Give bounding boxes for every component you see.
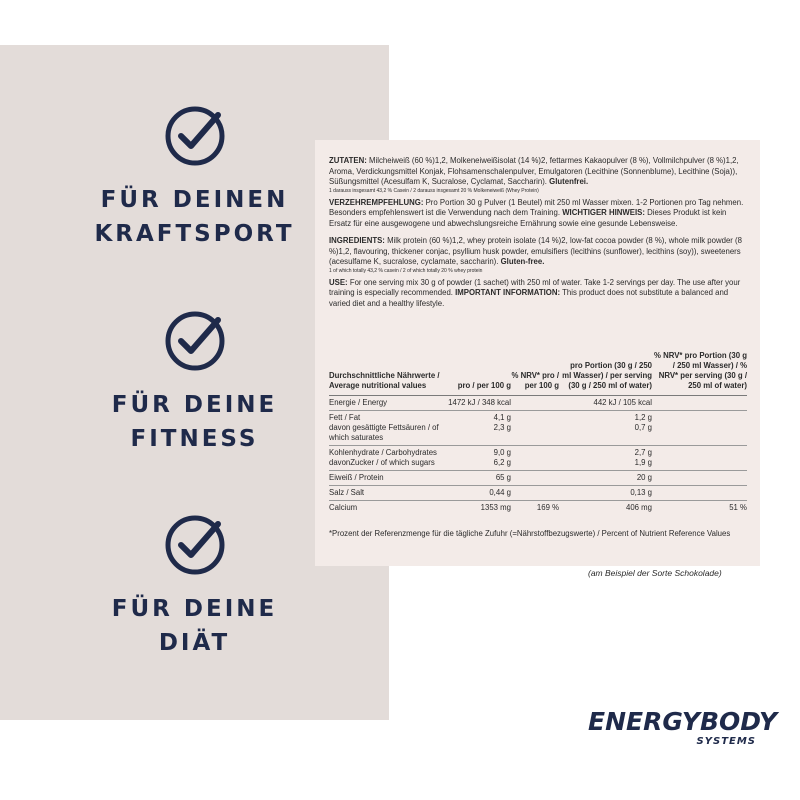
zutaten-text: Milcheiweiß (60 %)1,2, Molkeneiweißisolat (14 %)2, fettarmes Kakaopulver (8 %), Vollmilchpulver (8 %)1,2, Aroma, Verdickungsmittel Konjak, Flohsamenschalenpulver, Emulgatoren (Lecithine (Sonnenblume), Lecithine (Soja)), Süßungsmittel (Acesulfam K, Sucralose, Cyclamat, Saccharin).: [329, 156, 739, 186]
table-cell: 406 mg: [625, 503, 652, 512]
table-row: [329, 396, 747, 411]
table-cell: 442 kJ / 105 kcal: [559, 396, 652, 411]
table-cell: 65 g: [441, 471, 511, 486]
table-cell: Energie / Energy: [329, 396, 441, 411]
nrv-footnote: *Prozent der Referenzmenge für die tägliche Zufuhr (=Nährstoffbezugswerte) / Percent of Nutrient Reference Values: [329, 529, 731, 538]
table-cell: 0,13 g: [559, 486, 652, 501]
table-cell: [511, 396, 559, 411]
nutrition-body: [329, 396, 747, 516]
zutaten-title: ZUTATEN:: [329, 156, 367, 165]
table-cell: [511, 486, 559, 501]
brand-sub: SYSTEMS: [696, 736, 756, 747]
table-cell: 4,1 g 2,3 g: [441, 411, 511, 446]
table-cell: [511, 471, 559, 486]
zutaten-footnote: 1 darauss insgesamt 43,2 % Casein / 2 darauss insgesamt 20 % Molkeneiweiß (Whey Protein): [329, 187, 539, 194]
table-cell: Kohlenhydrate / Carbohydrates davonZucker / of which sugars: [329, 446, 441, 471]
table-cell: 2,7 g 1,9 g: [559, 446, 652, 471]
verzehr-text: Pro Portion 30 g Pulver (1 Beutel) mit 250 ml Wasser mixen. 1-2 Portionen pro Tag nehmen. Besonders empfehlenswert ist die Verwendung nach dem Training.: [329, 197, 744, 217]
use-paragraph: [329, 278, 747, 310]
label-text-block: [329, 156, 747, 309]
use-text: For one serving mix 30 g of powder (1 sachet) with 250 ml of water. Take 1-2 servings per day. The use after your training is especially recommended.: [329, 277, 741, 297]
check-circle-icon: [162, 308, 228, 374]
table-cell: 20 g: [559, 471, 652, 486]
check-circle-icon: [162, 103, 228, 169]
header-nutrient: Durchschnittliche Nährwerte / Average nutritional values: [329, 351, 441, 396]
header-per-100g: pro / per 100 g: [441, 351, 511, 396]
nutrition-header-row: [329, 351, 747, 396]
table-cell: [511, 411, 559, 446]
important-text: This product does not substitute a balanced and varied diet and a healthy lifestyle.: [329, 288, 729, 308]
verzehr-title: VERZEHREMPFEHLUNG:: [329, 197, 424, 207]
check-circle-icon: [162, 512, 228, 578]
table-row: [329, 486, 747, 501]
brand-name: ENERGYBODY: [588, 707, 778, 736]
ingredients-title: INGREDIENTS:: [329, 236, 385, 245]
ingredients-paragraph: [329, 236, 747, 268]
feature-line2: FITNESS: [130, 426, 259, 452]
nutrition-table: [329, 351, 747, 515]
feature-line1: FÜR DEINE: [111, 596, 278, 622]
table-row: [329, 446, 747, 471]
table-row: [329, 471, 747, 486]
header-nrv-100g: % NRV* pro / per 100 g: [511, 351, 559, 396]
table-cell: [652, 446, 747, 471]
example-note: (am Beispiel der Sorte Schokolade): [588, 568, 722, 578]
table-cell: [652, 411, 747, 446]
table-cell: 0,44 g: [441, 486, 511, 501]
table-cell: [652, 396, 747, 411]
feature-line1: FÜR DEINE: [111, 392, 278, 418]
table-cell: 1,2 g 0,7 g: [559, 411, 652, 446]
feature-text: [0, 592, 389, 660]
table-cell: 1353 mg: [480, 503, 511, 512]
table-cell: [652, 471, 747, 486]
table-row: [329, 411, 747, 446]
product-label-card: [315, 140, 760, 566]
hinweis-title: WICHTIGER HINWEIS:: [562, 208, 645, 217]
table-cell: Salz / Salt: [329, 486, 441, 501]
important-title: IMPORTANT INFORMATION:: [455, 288, 561, 297]
table-cell: 51 %: [729, 503, 747, 512]
table-cell: Calcium: [329, 503, 358, 512]
header-nrv-serving: % NRV* pro Portion (30 g / 250 ml Wasser) / % NRV* per serving (30 g / 250 ml of water): [652, 351, 747, 396]
zutaten-gluten: Glutenfrei.: [549, 177, 589, 186]
table-row: [329, 501, 747, 516]
ingredients-text: Milk protein (60 %)1,2, whey protein isolate (14 %)2, low-fat cocoa powder (8 %), whole milk powder (8 %)1,2, flavouring, thickener conjac, psyllium husk powder, emulsifiers (lecithins (sunflower), lecithins (soy)), sweeteners (acesulfame K, sucralose, cyclamate, saccharin).: [329, 236, 742, 266]
header-per-serving: pro Portion (30 g / 250 ml Wasser) / per serving (30 g / 250 ml of water): [559, 351, 652, 396]
zutaten-paragraph: [329, 156, 747, 188]
ingredients-gluten: Gluten-free.: [500, 257, 545, 266]
table-cell: Fett / Fat davon gesättigte Fettsäuren / of which saturates: [329, 411, 441, 446]
feature-line2: DIÄT: [158, 630, 231, 656]
table-cell: Eiweiß / Protein: [329, 471, 441, 486]
table-cell: 9,0 g 6,2 g: [441, 446, 511, 471]
brand-logo: [588, 707, 778, 748]
feature-line2: KRAFTSPORT: [94, 221, 295, 247]
table-cell: 169 %: [536, 503, 559, 512]
feature-line1: FÜR DEINEN: [100, 187, 289, 213]
table-cell: 1472 kJ / 348 kcal: [441, 396, 511, 411]
table-cell: [652, 486, 747, 501]
table-cell: [511, 446, 559, 471]
hinweis-text: Dieses Produkt ist kein Ersatz für eine ausgewogene und abwechslungsreiche Ernährung sowie eine gesunde Lebensweise.: [329, 208, 727, 228]
ingredients-footnote: 1 of which totally 43,2 % casein / 2 of which totally 20 % whey protein: [329, 267, 483, 274]
verzehr-paragraph: [329, 198, 747, 230]
use-title: USE:: [329, 277, 348, 287]
